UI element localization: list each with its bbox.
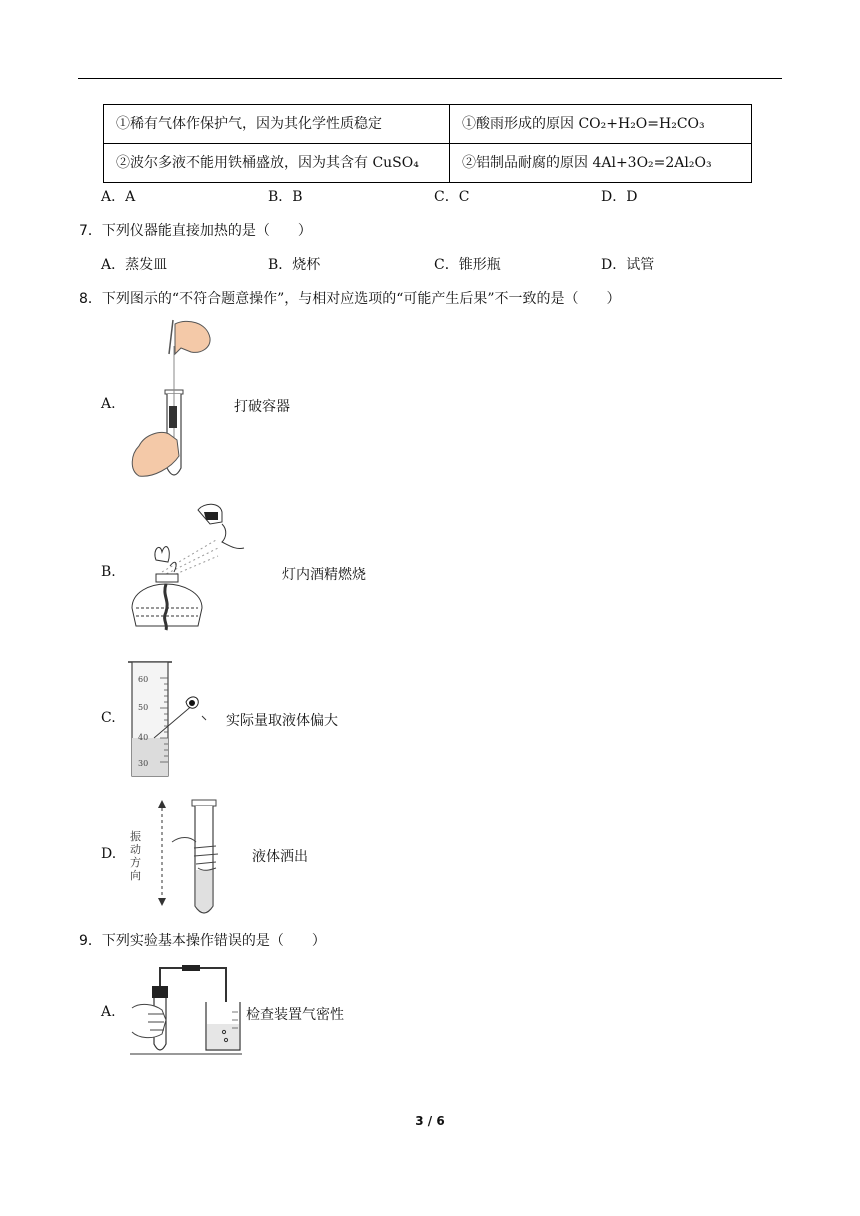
arrow-down-icon — [158, 898, 166, 906]
q6-cell-1-2: ①酸雨形成的原因 CO₂+H₂O=H₂CO₃ — [450, 105, 752, 144]
q7-text: 下列仪器能直接加热的是（ ） — [101, 223, 312, 239]
vibration-direction-label: 振动方向 — [130, 830, 144, 882]
tick-label-40: 40 — [138, 733, 149, 742]
airtightness-check-illustration — [126, 962, 242, 1058]
q7-number: 7． — [79, 223, 102, 239]
q8-option-d-label[interactable]: D. — [101, 846, 117, 862]
page-number: 3 / 6 — [415, 1114, 445, 1128]
tick-label-60: 60 — [138, 675, 149, 684]
q9-number: 9． — [79, 933, 102, 949]
q6-option-a[interactable]: A．A — [101, 189, 136, 205]
q7-option-d[interactable]: D．试管 — [601, 257, 655, 273]
q8-text: 下列图示的“不符合题意操作”，与相对应选项的“可能产生后果”不一致的是（ ） — [101, 291, 621, 307]
q8-option-c-text: 实际量取液体偏大 — [226, 713, 338, 729]
header-rule — [78, 78, 782, 79]
q6-table — [103, 104, 752, 183]
q8-number: 8． — [79, 291, 102, 307]
q7-option-b[interactable]: B．烧杯 — [268, 257, 321, 273]
tick-label-50: 50 — [138, 703, 149, 712]
q7-stem — [79, 220, 312, 240]
q6-option-d[interactable]: D．D — [601, 189, 638, 205]
q6-cell-2-2: ②铝制品耐腐的原因 4Al+3O₂=2Al₂O₃ — [450, 144, 752, 183]
alcohol-lamp-blowing-illustration — [126, 500, 251, 640]
q7-option-a[interactable]: A．蒸发皿 — [101, 257, 168, 273]
graduated-cylinder-reading-illustration — [124, 660, 214, 780]
q8-option-c-label[interactable]: C. — [101, 710, 116, 726]
arrow-up-icon — [158, 800, 166, 808]
q6-option-b[interactable]: B．B — [268, 189, 303, 205]
q9-stem — [79, 930, 326, 950]
q6-cell-2-1: ②波尔多液不能用铁桶盛放，因为其含有 CuSO₄ — [104, 144, 450, 183]
q8-option-b-label[interactable]: B. — [101, 564, 116, 580]
q8-option-a-text: 打破容器 — [234, 399, 290, 415]
q9-option-a-label[interactable]: A. — [101, 1004, 116, 1020]
tick-label-30: 30 — [138, 759, 149, 768]
hand-holding-test-tube-illustration — [125, 318, 220, 486]
q8-stem — [79, 288, 621, 308]
q6-cell-1-1: ①稀有气体作保护气，因为其化学性质稳定 — [104, 105, 450, 144]
q6-option-c[interactable]: C．C — [434, 189, 470, 205]
q7-option-c[interactable]: C．锥形瓶 — [434, 257, 501, 273]
q9-option-a-text: 检查装置气密性 — [246, 1007, 344, 1023]
q8-option-b-text: 灯内酒精燃烧 — [282, 567, 366, 583]
q8-option-a-label[interactable]: A. — [101, 396, 116, 412]
q8-option-d-text: 液体洒出 — [252, 849, 308, 865]
q9-text: 下列实验基本操作错误的是（ ） — [101, 933, 326, 949]
